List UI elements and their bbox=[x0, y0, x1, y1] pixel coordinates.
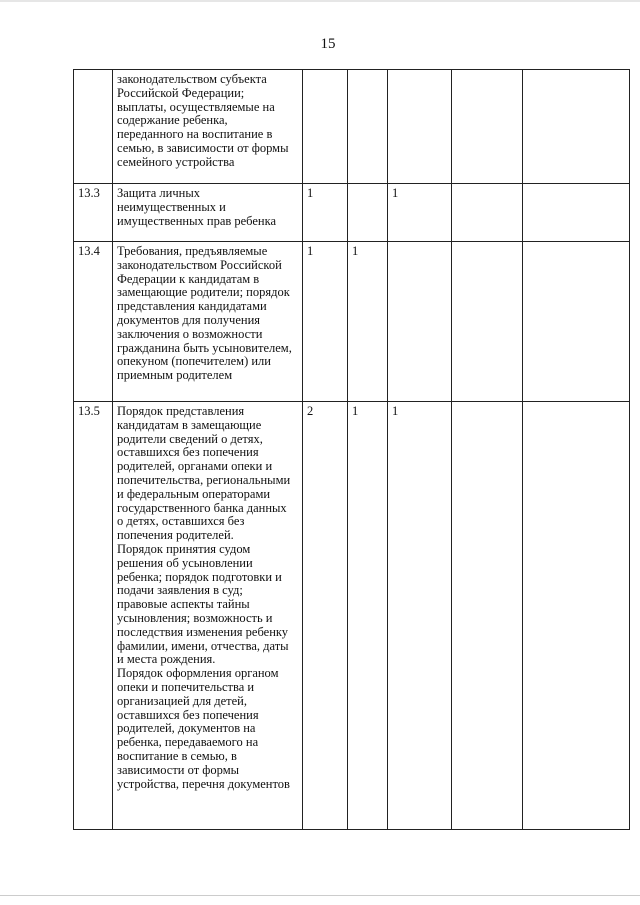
hours-total-cell: 1 bbox=[303, 184, 348, 242]
topic-line: Федерации к кандидатам в bbox=[117, 271, 260, 286]
topic-line: о детях, оставшихся без bbox=[117, 514, 245, 529]
topic-paragraph bbox=[117, 543, 299, 667]
hours-lecture-cell bbox=[348, 70, 388, 184]
topic-line: Защита личных bbox=[117, 186, 200, 200]
hours-total-cell bbox=[303, 70, 348, 184]
hours-practice-cell bbox=[388, 242, 452, 402]
control-form-cell bbox=[523, 402, 630, 830]
topic-line: выплаты, осуществляемые на bbox=[117, 99, 275, 114]
topic-line: государственного банка данных bbox=[117, 500, 287, 515]
row-number-cell: 13.5 bbox=[74, 402, 113, 830]
topic-line: заключения о возможности bbox=[117, 326, 263, 341]
hours-lecture-cell: 1 bbox=[348, 402, 388, 830]
control-form-cell bbox=[523, 242, 630, 402]
topic-line: законодательством Российской bbox=[117, 257, 282, 272]
topic-cell bbox=[113, 184, 303, 242]
row-number-cell: 13.3 bbox=[74, 184, 113, 242]
hours-total-cell: 1 bbox=[303, 242, 348, 402]
topic-line: неимущественных и bbox=[117, 199, 226, 214]
topic-line: родителей, документов на bbox=[117, 721, 256, 736]
topic-line: законодательством субъекта bbox=[117, 72, 267, 86]
topic-line: усыновления; возможность и bbox=[117, 610, 273, 625]
topic-paragraph bbox=[117, 667, 299, 791]
topic-line: Порядок принятия судом bbox=[117, 541, 251, 556]
hours-extra-cell bbox=[452, 242, 523, 402]
row-number-cell bbox=[74, 70, 113, 184]
topic-line: решения об усыновлении bbox=[117, 555, 253, 570]
table-row bbox=[74, 402, 630, 830]
topic-line: Порядок представления bbox=[117, 404, 245, 418]
topic-line: Порядок оформления органом bbox=[117, 666, 279, 681]
topic-line: гражданина быть усыновителем, bbox=[117, 340, 292, 355]
control-form-cell bbox=[523, 70, 630, 184]
topic-line: Российской Федерации; bbox=[117, 85, 245, 100]
topic-line: опекуном (попечителем) или bbox=[117, 354, 271, 369]
scan-bottom-edge bbox=[0, 895, 640, 896]
topic-line: подачи заявления в суд; bbox=[117, 583, 243, 598]
row-number-cell: 13.4 bbox=[74, 242, 113, 402]
topic-line: семью, в зависимости от формы bbox=[117, 140, 289, 155]
topic-cell bbox=[113, 70, 303, 184]
hours-extra-cell bbox=[452, 70, 523, 184]
hours-total-cell: 2 bbox=[303, 402, 348, 830]
topic-line: Требования, предъявляемые bbox=[117, 244, 268, 258]
topic-line: опеки и попечительства и bbox=[117, 679, 255, 694]
topic-paragraph bbox=[117, 187, 299, 228]
hours-extra-cell bbox=[452, 402, 523, 830]
page-number: 15 bbox=[320, 36, 336, 52]
hours-extra-cell bbox=[452, 184, 523, 242]
topic-line: попечения родителей. bbox=[117, 528, 234, 543]
table-row bbox=[74, 70, 630, 184]
topic-line: приемным родителем bbox=[117, 368, 233, 383]
topic-line: фамилии, имени, отчества, даты bbox=[117, 638, 289, 653]
topic-paragraph bbox=[117, 73, 299, 170]
topic-line: документов для получения bbox=[117, 312, 261, 327]
topic-line: устройства, перечня документов bbox=[117, 776, 290, 791]
control-form-cell bbox=[523, 184, 630, 242]
topic-line: и места рождения. bbox=[117, 652, 216, 667]
topic-line: родители сведений о детях, bbox=[117, 431, 263, 446]
table-body bbox=[74, 70, 630, 830]
topic-cell bbox=[113, 242, 303, 402]
topic-line: замещающие родители; порядок bbox=[117, 285, 290, 300]
topic-line: и федеральным операторами bbox=[117, 486, 271, 501]
topic-paragraph bbox=[117, 245, 299, 383]
topic-paragraph bbox=[117, 405, 299, 543]
topic-line: представления кандидатами bbox=[117, 299, 267, 314]
topic-line: переданного на воспитание в bbox=[117, 127, 273, 142]
topic-line: оставшихся без попечения bbox=[117, 445, 259, 460]
topic-line: оставшихся без попечения bbox=[117, 707, 259, 722]
topic-line: зависимости от формы bbox=[117, 762, 240, 777]
hours-practice-cell: 1 bbox=[388, 184, 452, 242]
hours-practice-cell bbox=[388, 70, 452, 184]
hours-practice-cell: 1 bbox=[388, 402, 452, 830]
topic-line: семейного устройства bbox=[117, 154, 235, 169]
hours-lecture-cell bbox=[348, 184, 388, 242]
topic-line: последствия изменения ребенку bbox=[117, 624, 289, 639]
topic-line: содержание ребенка, bbox=[117, 113, 228, 128]
topic-line: ребенка; порядок подготовки и bbox=[117, 569, 282, 584]
topic-line: организацией для детей, bbox=[117, 693, 247, 708]
topic-line: имущественных прав ребенка bbox=[117, 213, 277, 228]
topic-line: родителей, органами опеки и bbox=[117, 459, 273, 474]
topic-line: кандидатам в замещающие bbox=[117, 417, 262, 432]
topic-line: воспитание в семью, в bbox=[117, 748, 237, 763]
table-row bbox=[74, 242, 630, 402]
topic-line: ребенка, передаваемого на bbox=[117, 735, 259, 750]
topic-line: правовые аспекты тайны bbox=[117, 597, 250, 612]
topic-cell bbox=[113, 402, 303, 830]
table-row bbox=[74, 184, 630, 242]
scan-top-edge bbox=[0, 0, 640, 2]
curriculum-table bbox=[73, 69, 630, 830]
topic-line: попечительства, региональными bbox=[117, 472, 291, 487]
hours-lecture-cell: 1 bbox=[348, 242, 388, 402]
